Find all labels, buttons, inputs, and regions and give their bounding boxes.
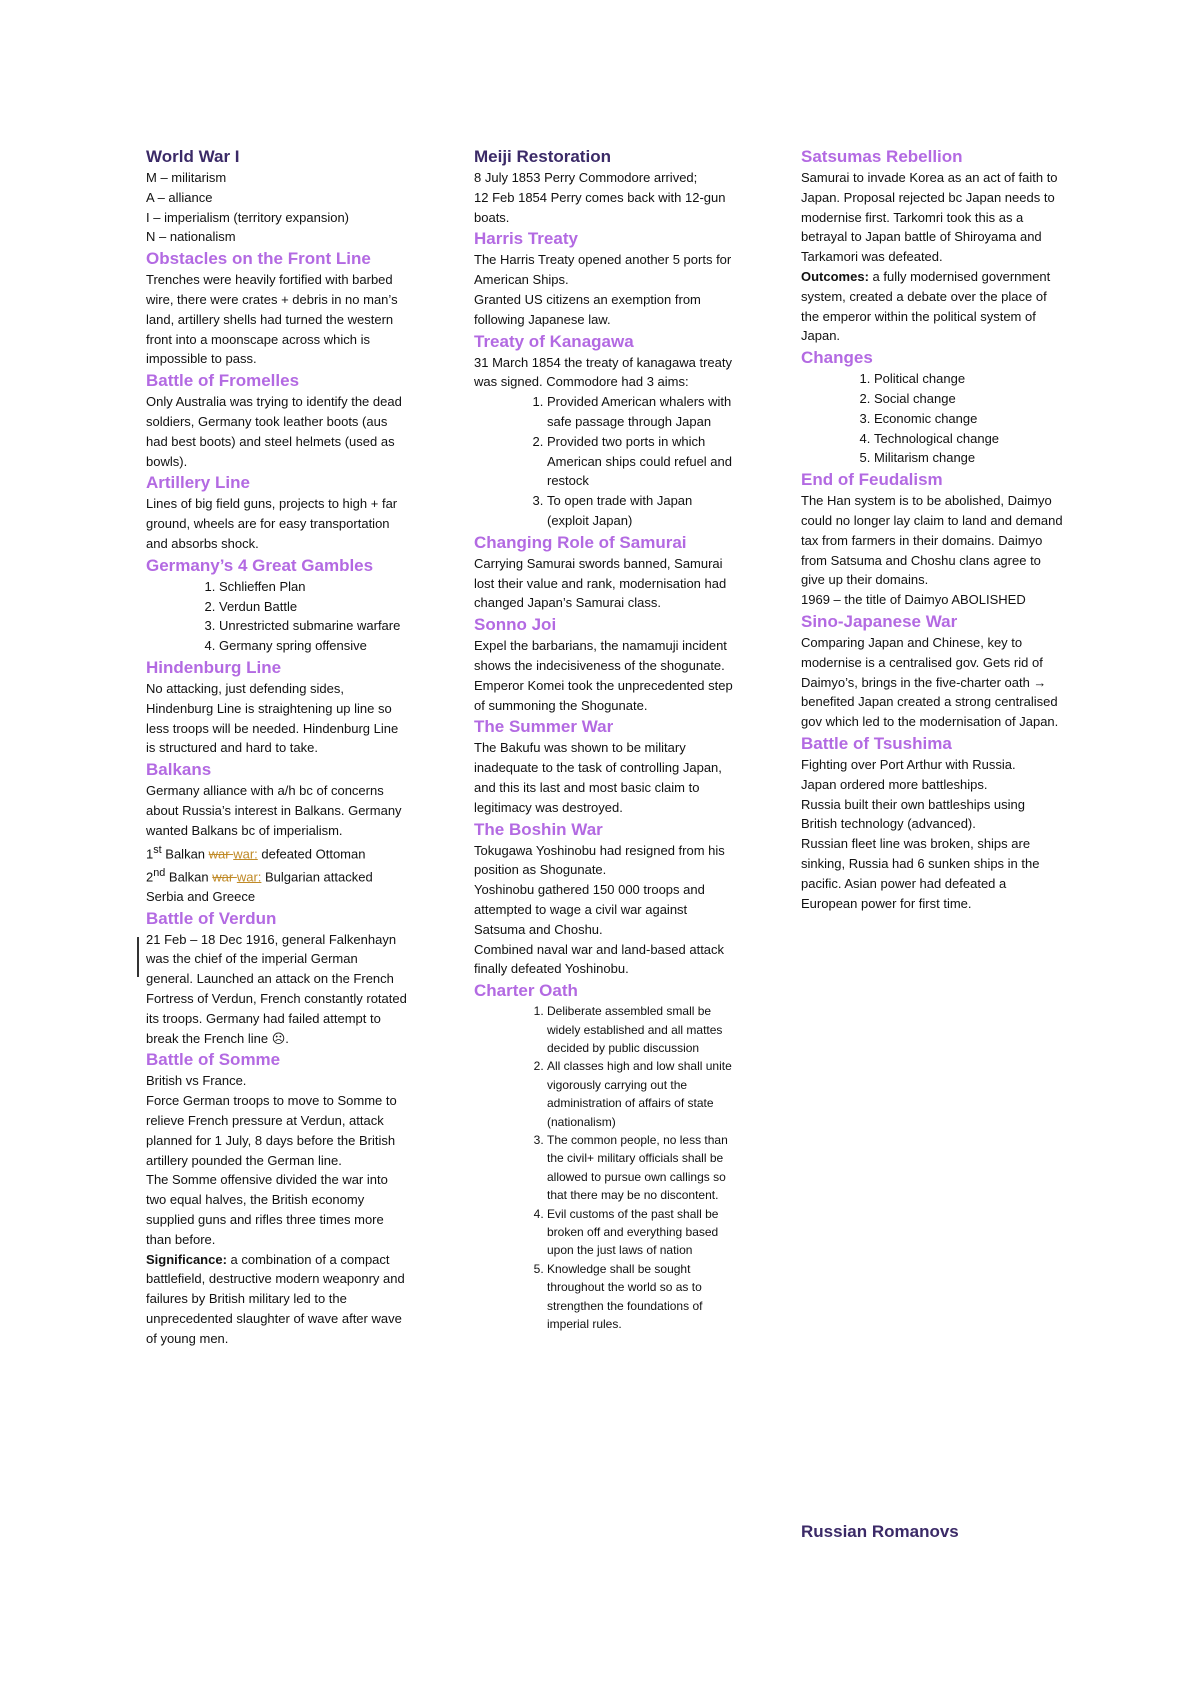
heading-charter-oath: Charter Oath	[474, 981, 578, 1001]
heading-tsushima: Battle of Tsushima	[801, 733, 952, 753]
kanagawa-aims	[474, 392, 736, 531]
meiji-intro-2: 12 Feb 1854 Perry comes back with 12-gun boats.	[474, 189, 726, 225]
tsushima-text-4: Russian fleet line was broken, ships are sinking, Russia had 6 sunken ships in the pacific. Asian power had defeated a European power for first time.	[801, 836, 1040, 911]
list-item: 2. All classes high and low shall unite vigorously carrying out the administration of affairs of state (nationalism)	[547, 1057, 736, 1131]
heading-summer-war: The Summer War	[474, 717, 614, 737]
first-balkan-war: 1st Balkan war war: defeated Ottoman	[146, 843, 366, 861]
feudalism-text-2: 1969 – the title of Daimyo ABOLISHED	[801, 592, 1026, 608]
column-japan-modernisation	[801, 146, 1063, 913]
tsushima-text-2: Japan ordered more battleships.	[801, 776, 988, 792]
second-balkan-war: 2nd Balkan war war: Bulgarian attacked Serbia and Greece	[146, 866, 373, 904]
kanagawa-text: 31 March 1854 the treaty of kanagawa treaty was signed. Commodore had 3 aims:	[474, 354, 732, 390]
hindenburg-text: No attacking, just defending sides, Hindenburg Line is straightening up line so less troops will be needed. Hindenburg Line is structured and hard to take.	[146, 680, 399, 756]
artillery-text: Lines of big field guns, projects to high + far ground, wheels are for easy transportation and absorbs shock.	[146, 496, 398, 551]
somme-significance: Significance: a combination of a compact battlefield, destructive modern weaponry and failures by British military led to the unprecedented slaughter of wave after wave of young men.	[146, 1251, 405, 1346]
deleted-text: war	[212, 868, 237, 884]
list-item: 3. Economic change	[874, 409, 1063, 429]
somme-line-1: British vs France.	[146, 1073, 247, 1089]
list-item: 1. Schlieffen Plan	[219, 577, 408, 597]
sonno-text: Expel the barbarians, the namamuji incident shows the indecisiveness of the shogunate. Emperor Komei took the unprecedented step of summoning the Shogunate.	[474, 638, 733, 713]
heading-gambles: Germany’s 4 Great Gambles	[146, 555, 374, 575]
meiji-intro-1: 8 July 1853 Perry Commodore arrived;	[474, 170, 698, 185]
list-item: 1. Political change	[874, 369, 1063, 389]
heading-sonno-joi: Sonno Joi	[474, 615, 557, 635]
harris-text-1: The Harris Treaty opened another 5 ports for American Ships.	[474, 252, 732, 288]
meiji-title: Meiji Restoration	[474, 147, 611, 166]
mail-alliance: A – alliance	[146, 189, 213, 205]
list-item: 4. Evil customs of the past shall be broken off and everything based upon the just laws of nation	[547, 1205, 736, 1260]
somme-line-3: The Somme offensive divided the war into two equal halves, the British economy supplied guns and rifles three times more than before.	[146, 1172, 388, 1247]
harris-text-2: Granted US citizens an exemption from following Japanese law.	[474, 291, 701, 327]
boshin-text-3: Combined naval war and land-based attack finally defeated Yoshinobu.	[474, 941, 725, 977]
list-item: 3. To open trade with Japan (exploit Japan)	[547, 491, 736, 531]
verdun-text: 21 Feb – 18 Dec 1916, general Falkenhayn was the chief of the imperial German general. Launched an attack on the French Fortress of Verdun, French constantly rotated its troops. Germany had failed attempt to break the French line ☹.	[146, 931, 407, 1046]
heading-obstacles: Obstacles on the Front Line	[146, 249, 371, 269]
significance-label: Significance:	[146, 1251, 227, 1267]
heading-changes: Changes	[801, 348, 873, 368]
charter-list	[474, 1002, 736, 1333]
heading-sino-japanese: Sino-Japanese War	[801, 611, 958, 631]
list-item: 5. Militarism change	[874, 448, 1063, 468]
list-item: 3. The common people, no less than the civil+ military officials shall be allowed to pursue own callings so that there may be no discontent.	[547, 1131, 736, 1205]
satsuma-text: Samurai to invade Korea as an act of faith to Japan. Proposal rejected bc Japan needs to modernise first. Tarkomri took this as a betrayal to Japan battle of Shiroyama and Tarkamori was defeated.	[801, 170, 1058, 265]
tsushima-text-3: Russia built their own battleships using British technology (advanced).	[801, 796, 1026, 832]
somme-line-2: Force German troops to move to Somme to relieve French pressure at Verdun, attack planned for 1 July, 8 days before the British artillery pounded the German line.	[146, 1093, 397, 1168]
boshin-text-1: Tokugawa Yoshinobu had resigned from his position as Shogunate.	[474, 842, 725, 878]
heading-verdun: Battle of Verdun	[146, 908, 277, 928]
heading-hindenburg: Hindenburg Line	[146, 657, 282, 677]
tsushima-text-1: Fighting over Port Arthur with Russia.	[801, 756, 1016, 772]
mail-militarism: M – militarism	[146, 170, 227, 185]
heading-somme: Battle of Somme	[146, 1050, 281, 1070]
heading-harris: Harris Treaty	[474, 229, 578, 249]
balkans-text: Germany alliance with a/h bc of concerns about Russia’s interest in Balkans. Germany wanted Balkans bc of imperialism.	[146, 783, 402, 838]
heading-kanagawa: Treaty of Kanagawa	[474, 331, 634, 351]
list-item: 2. Social change	[874, 389, 1063, 409]
satsuma-outcomes: Outcomes: a fully modernised government system, created a debate over the place of the emperor within the political system of Japan.	[801, 268, 1051, 344]
changes-list	[801, 369, 1063, 468]
deleted-text: war	[208, 845, 234, 861]
list-item: 3. Unrestricted submarine warfare	[219, 616, 408, 636]
feudalism-text: The Han system is to be abolished, Daimyo could no longer lay claim to land and demand tax from farmers in their domains. Daimyo from Satsuma and Choshu clans agree to give up their domains.	[801, 493, 1063, 588]
obstacles-text: Trenches were heavily fortified with barbed wire, there were crates + debris in no man’s land, artillery shells had turned the western front into a moonscape across which is impossible to pass.	[146, 272, 398, 367]
mail-imperialism: I – imperialism (territory expansion)	[146, 209, 350, 225]
heading-fromelles: Battle of Fromelles	[146, 371, 300, 391]
heading-samurai: Changing Role of Samurai	[474, 532, 687, 552]
column-world-war-one	[146, 146, 408, 1349]
revision-bar	[137, 937, 139, 977]
heading-feudalism: End of Feudalism	[801, 470, 943, 490]
mail-nationalism: N – nationalism	[146, 229, 236, 245]
list-item: 2. Provided two ports in which American ships could refuel and restock	[547, 432, 736, 491]
heading-balkans: Balkans	[146, 760, 212, 780]
boshin-text-2: Yoshinobu gathered 150 000 troops and attempted to wage a civil war against Satsuma and Choshu.	[474, 882, 705, 937]
heading-satsuma: Satsumas Rebellion	[801, 147, 963, 166]
column-meiji	[474, 146, 736, 1333]
fromelles-text: Only Australia was trying to identify the dead soldiers, Germany took leather boots (aus had best boots) and steel helmets (used as bowls).	[146, 394, 402, 469]
samurai-text: Carrying Samurai swords banned, Samurai lost their value and rank, modernisation had changed Japan’s Samurai class.	[474, 555, 727, 611]
page-title: World War I	[146, 147, 240, 166]
gambles-list	[146, 577, 408, 656]
list-item: 1. Deliberate assembled small be widely established and all mattes decided by public discussion	[547, 1002, 736, 1057]
sino-text: Comparing Japan and Chinese, key to modernise is a centralised gov. Gets rid of Daimyo’s, brings in the five-charter oath → benefited Japan created a strong centralised gov which led to the modernisation of Japan.	[801, 634, 1059, 730]
outcomes-label: Outcomes:	[801, 268, 869, 284]
list-item: 4. Germany spring offensive	[219, 636, 408, 656]
heading-artillery: Artillery Line	[146, 473, 250, 493]
heading-boshin: The Boshin War	[474, 819, 603, 839]
inserted-text: war:	[233, 845, 258, 861]
list-item: 2. Verdun Battle	[219, 597, 408, 617]
inserted-text: war:	[236, 868, 262, 884]
list-item: 1. Provided American whalers with safe passage through Japan	[547, 392, 736, 432]
summer-text: The Bakufu was shown to be military inadequate to the task of controlling Japan, and this its last and most basic claim to legitimacy was destroyed.	[474, 740, 722, 815]
footer-heading: Russian Romanovs	[801, 1522, 959, 1541]
list-item: 4. Technological change	[874, 429, 1063, 449]
list-item: 5. Knowledge shall be sought throughout the world so as to strengthen the foundations of imperial rules.	[547, 1260, 736, 1334]
